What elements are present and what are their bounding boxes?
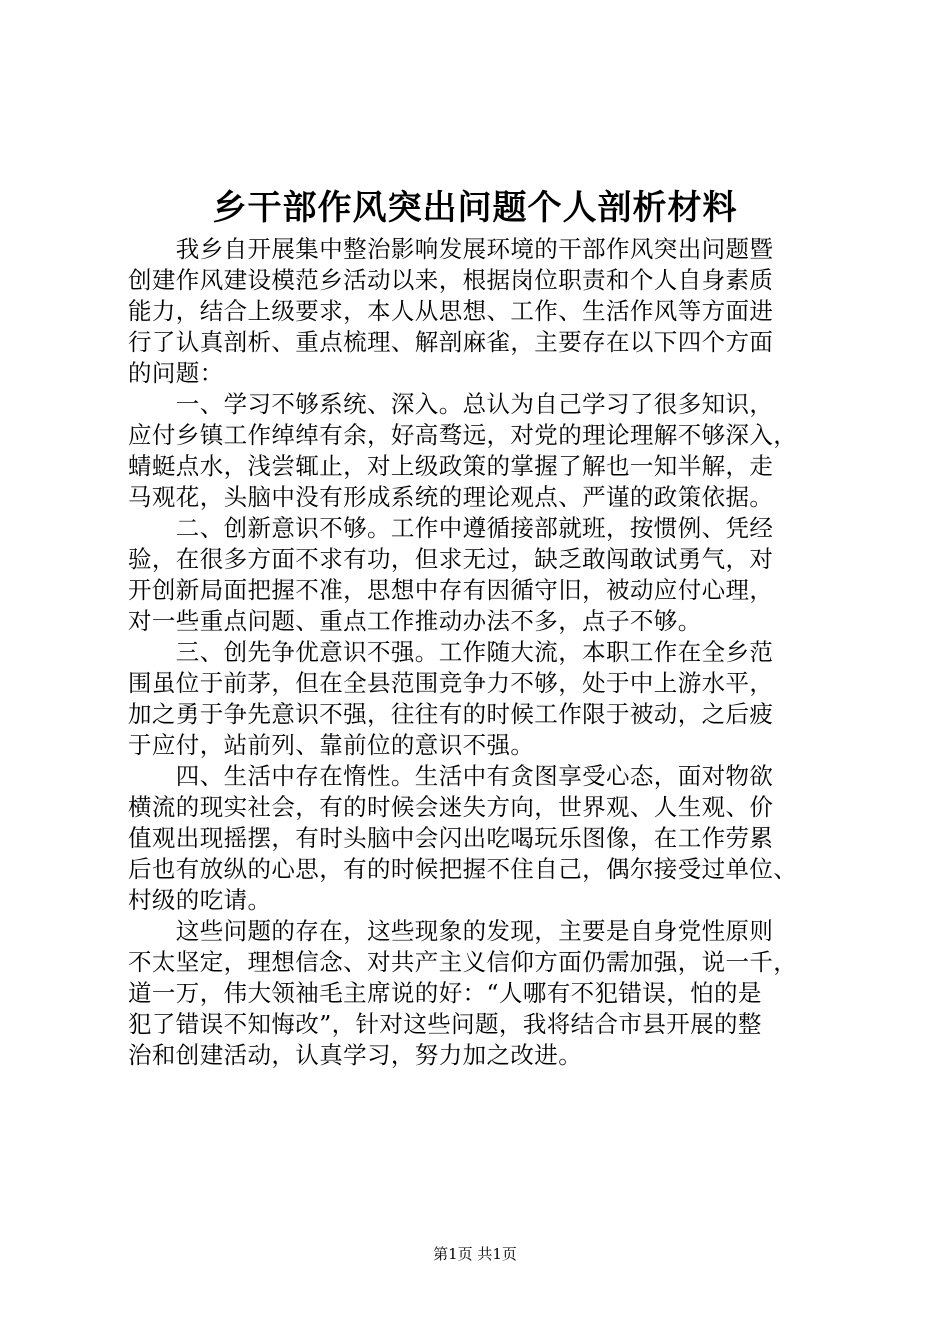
text-line: 二、创新意识不够。工作中遵循接部就班，按惯例、凭经	[128, 514, 774, 542]
document-title: 乡干部作风突出问题个人剖析材料	[212, 188, 738, 228]
text-line: 我乡自开展集中整治影响发展环境的干部作风突出问题暨	[128, 235, 774, 263]
paragraph-issue-4	[128, 761, 868, 916]
text-line: 三、创先争优意识不强。工作随大流，本职工作在全乡范	[128, 638, 774, 666]
text-line: 能力，结合上级要求，本人从思想、工作、生活作风等方面进	[128, 297, 774, 325]
page-footer: 第1页 共1页	[433, 1245, 517, 1263]
text-line: 马观花，头脑中没有形成系统的理论观点、严谨的政策依据。	[128, 483, 774, 511]
text-line: 不太坚定，理想信念、对共产主义信仰方面仍需加强，说一千，	[128, 948, 798, 976]
text-line: 行了认真剖析、重点梳理、解剖麻雀，主要存在以下四个方面	[128, 328, 774, 356]
paragraph-conclusion	[128, 916, 868, 1071]
text-line: 对一些重点问题、重点工作推动办法不多，点子不够。	[128, 607, 702, 635]
text-line: 创建作风建设模范乡活动以来，根据岗位职责和个人自身素质	[128, 266, 774, 294]
paragraph-issue-2	[128, 513, 868, 637]
text-line: 于应付，站前列、靠前位的意识不强。	[128, 731, 535, 759]
text-line: 这些问题的存在，这些现象的发现，主要是自身党性原则	[128, 917, 774, 945]
text-line: 一、学习不够系统、深入。总认为自己学习了很多知识，	[128, 390, 774, 418]
text-line: 蜻蜓点水，浅尝辄止，对上级政策的掌握了解也一知半解，走	[128, 452, 774, 480]
paragraph-issue-3	[128, 637, 868, 761]
text-line: 验，在很多方面不求有功，但求无过，缺乏敢闯敢试勇气，对	[128, 545, 774, 573]
text-line: 村级的吃请。	[128, 886, 272, 914]
text-line: 道一万，伟大领袖毛主席说的好：“人哪有不犯错误，怕的是	[128, 979, 762, 1007]
text-line: 加之勇于争先意识不强，往往有的时候工作限于被动，之后疲	[128, 700, 774, 728]
paragraph-issue-1	[128, 389, 868, 513]
text-line: 治和创建活动，认真学习，努力加之改进。	[128, 1041, 583, 1069]
text-line: 四、生活中存在惰性。生活中有贪图享受心态，面对物欲	[128, 762, 774, 790]
text-line: 围虽位于前茅，但在全县范围竞争力不够，处于中上游水平，	[128, 669, 774, 697]
text-line: 后也有放纵的心思，有的时候把握不住自己，偶尔接受过单位、	[128, 855, 798, 883]
text-line: 横流的现实社会，有的时候会迷失方向，世界观、人生观、价	[128, 793, 774, 821]
text-line: 开创新局面把握不准，思想中存有因循守旧，被动应付心理，	[128, 576, 774, 604]
text-line: 应付乡镇工作绰绰有余，好高骛远，对党的理论理解不够深入，	[128, 421, 798, 449]
text-line: 的问题：	[128, 359, 224, 387]
paragraph-intro	[128, 234, 868, 389]
text-line: 值观出现摇摆，有时头脑中会闪出吃喝玩乐图像，在工作劳累	[128, 824, 774, 852]
document-body	[128, 234, 868, 1071]
text-line: 犯了错误不知悔改”，针对这些问题，我将结合市县开展的整	[128, 1010, 762, 1038]
